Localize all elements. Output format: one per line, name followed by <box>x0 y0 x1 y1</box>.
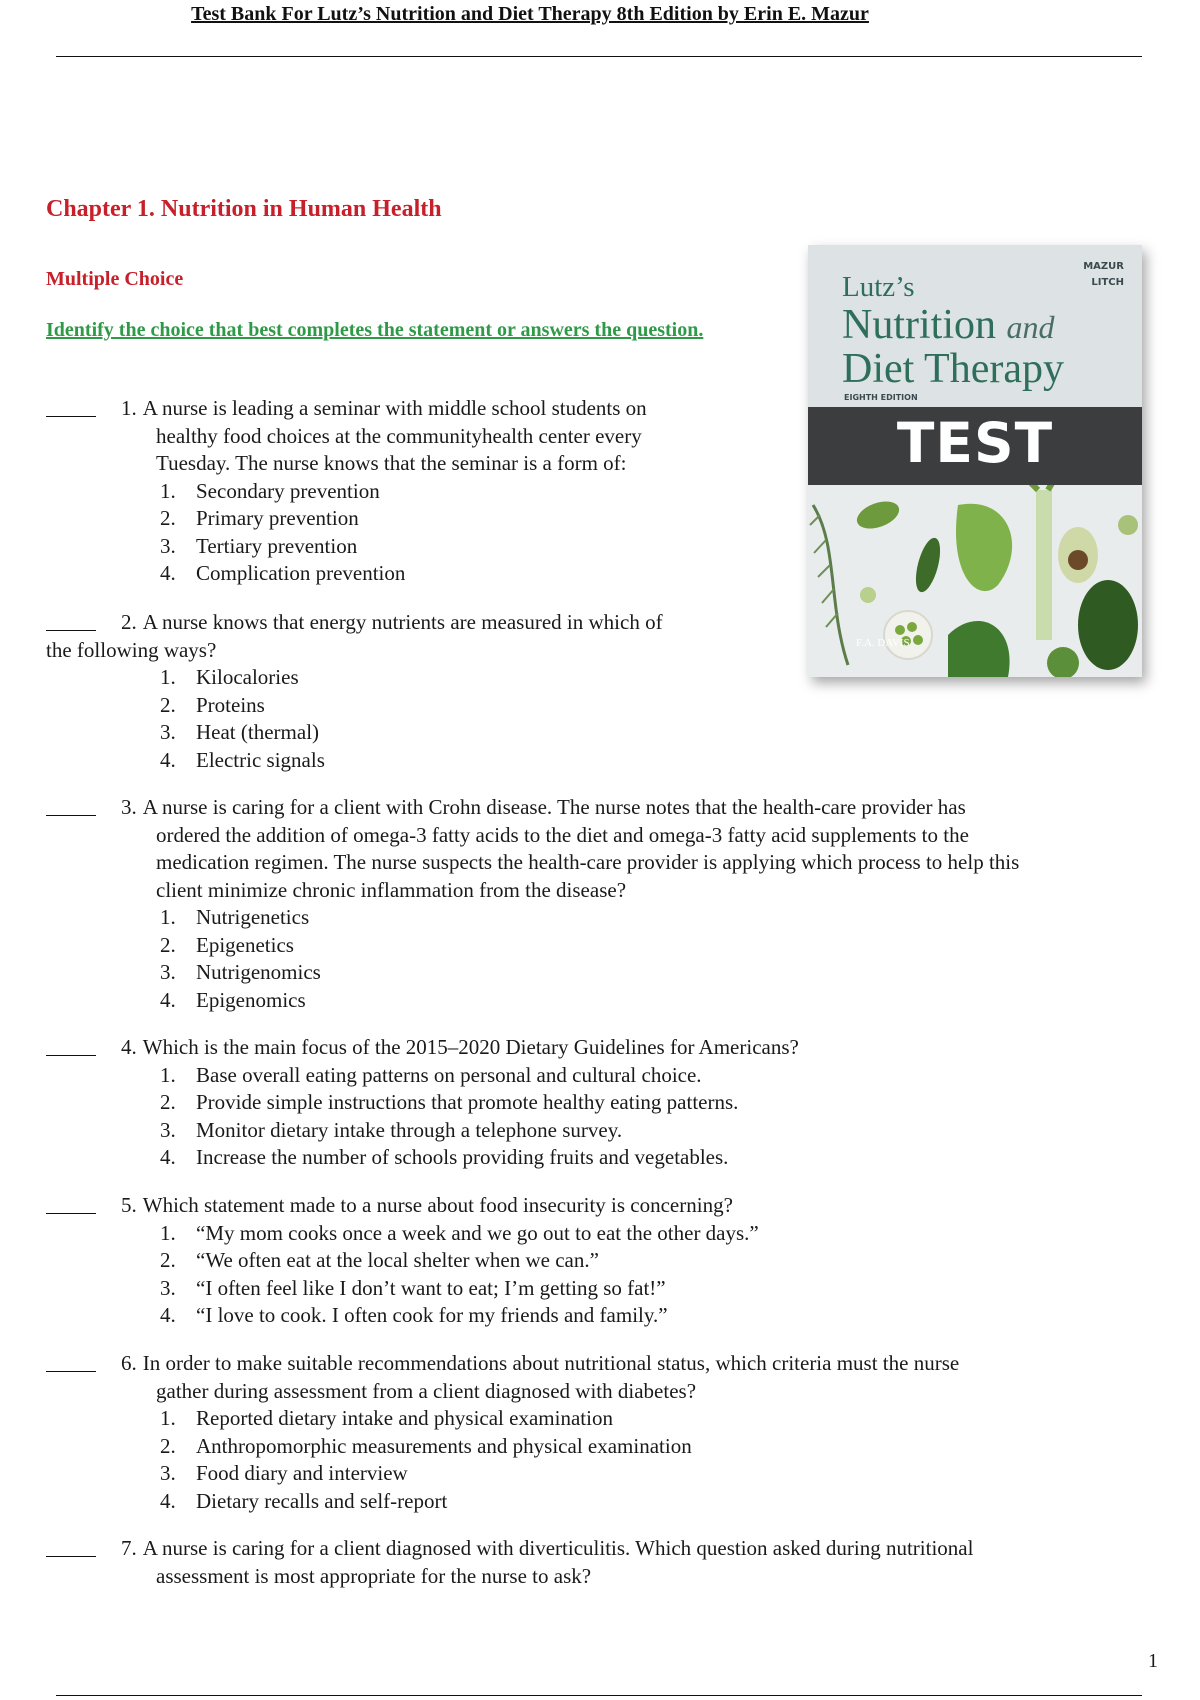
answer-blank[interactable] <box>46 1192 96 1214</box>
question-number: 2. <box>121 610 137 634</box>
option-text: Nutrigenomics <box>196 960 321 984</box>
option-text: Epigenomics <box>196 987 306 1012</box>
option-number: 2. <box>160 506 176 530</box>
cover-title-line2 <box>842 301 1055 349</box>
option-text: Epigenetics <box>196 932 294 957</box>
option-number: 4. <box>160 561 176 585</box>
answer-option <box>46 692 663 720</box>
option-number: 4. <box>160 987 176 1012</box>
question-number: 1. <box>121 396 137 420</box>
answer-option <box>46 1220 759 1248</box>
pea-bowl <box>884 611 932 659</box>
cover-title-and: and <box>1006 309 1055 345</box>
answer-option <box>46 1062 799 1090</box>
answer-option <box>46 664 663 692</box>
cover-title-line1: Lutz’s <box>842 271 915 303</box>
answer-blank[interactable] <box>46 1350 96 1372</box>
answer-option <box>46 1144 799 1172</box>
option-text: Proteins <box>196 692 265 717</box>
option-number: 3. <box>160 1275 176 1300</box>
question-stem-line: A nurse knows that energy nutrients are measured in which of <box>142 610 663 634</box>
answer-option <box>46 904 1019 932</box>
answer-option <box>46 1460 959 1488</box>
question-stem-line: assessment is most appropriate for the nurse to ask? <box>156 1563 592 1588</box>
question-stem-line: gather during assessment from a client diagnosed with diabetes? <box>156 1378 697 1403</box>
option-text: Tertiary prevention <box>196 533 358 558</box>
option-number: 2. <box>160 1248 176 1272</box>
answer-blank[interactable] <box>46 609 96 631</box>
question-stem-line: ordered the addition of omega-3 fatty acids to the diet and omega-3 fatty acid supplements to the <box>156 822 969 847</box>
option-text: Food diary and interview <box>196 1461 408 1485</box>
question-6 <box>46 1350 959 1515</box>
answer-option <box>46 1488 959 1516</box>
question-stem-line: In order to make suitable recommendations about nutritional status, which criteria must the nurse <box>142 1351 960 1375</box>
option-number: 2. <box>160 1090 176 1114</box>
option-text: Nutrigenetics <box>196 905 310 929</box>
answer-option <box>46 533 647 561</box>
chapter-title: Chapter 1. Nutrition in Human Health <box>46 196 442 222</box>
question-3 <box>46 794 1019 1014</box>
answer-options <box>46 1062 799 1172</box>
option-number: 1. <box>160 478 176 503</box>
option-number: 1. <box>160 665 176 689</box>
question-1 <box>46 395 647 588</box>
option-text: Heat (thermal) <box>196 720 320 744</box>
question-stem-line: medication regimen. The nurse suspects the health-care provider is applying which process to help this <box>156 850 1020 874</box>
cover-author: LITCH <box>1091 277 1124 288</box>
pea <box>895 625 905 635</box>
book-cover-image <box>808 245 1142 677</box>
question-stem <box>121 1350 959 1405</box>
question-number: 3. <box>121 795 137 819</box>
question-stem <box>121 1535 973 1590</box>
answer-option <box>46 1089 799 1117</box>
answer-option <box>46 505 647 533</box>
answer-option <box>46 1117 799 1145</box>
option-text: “My mom cooks once a week and we go out to eat the other days.” <box>196 1220 759 1245</box>
option-number: 4. <box>160 1145 176 1169</box>
option-text: Electric signals <box>196 747 325 772</box>
answer-options <box>46 478 647 588</box>
question-stem <box>121 1034 799 1062</box>
pea <box>913 635 923 645</box>
question-number: 4. <box>121 1035 137 1059</box>
question-stem-line: Which statement made to a nurse about food insecurity is concerning? <box>142 1193 733 1217</box>
cover-authors <box>1083 259 1124 291</box>
option-number: 1. <box>160 1062 176 1087</box>
header-rule <box>56 56 1142 57</box>
option-number: 1. <box>160 1220 176 1245</box>
option-text: Secondary prevention <box>196 478 380 503</box>
option-text: Dietary recalls and self-report <box>196 1488 448 1513</box>
answer-blank[interactable] <box>46 1535 96 1557</box>
footer-rule <box>56 1695 1142 1696</box>
option-text: “I love to cook. I often cook for my friends and family.” <box>196 1303 668 1327</box>
answer-options <box>46 904 1019 1014</box>
option-number: 4. <box>160 747 176 772</box>
answer-options <box>46 1220 759 1330</box>
question-stem-line: A nurse is leading a seminar with middle school students on <box>142 396 647 420</box>
answer-blank[interactable] <box>46 395 96 417</box>
question-stem-line: the following ways? <box>46 637 217 662</box>
option-text: Complication prevention <box>196 561 406 585</box>
cover-publisher: F.A. DAVIS <box>856 637 910 649</box>
question-stem <box>46 609 663 664</box>
answer-blank[interactable] <box>46 794 96 816</box>
option-number: 3. <box>160 960 176 984</box>
option-number: 2. <box>160 692 176 717</box>
answer-option <box>46 987 1019 1015</box>
answer-option <box>46 719 663 747</box>
brussels-sprout <box>1118 515 1138 535</box>
answer-option <box>46 747 663 775</box>
instruction-text: Identify the choice that best completes the statement or answers the question. <box>46 319 704 341</box>
test-bank-label: TEST <box>896 411 1054 475</box>
option-text: Provide simple instructions that promote healthy eating patterns. <box>196 1090 739 1114</box>
leek-stalk <box>1036 490 1052 640</box>
option-number: 2. <box>160 1433 176 1458</box>
option-number: 3. <box>160 720 176 744</box>
option-text: Reported dietary intake and physical examination <box>196 1406 613 1430</box>
question-number: 7. <box>121 1536 137 1560</box>
option-text: “We often eat at the local shelter when we can.” <box>196 1248 599 1272</box>
option-number: 1. <box>160 1406 176 1430</box>
option-number: 3. <box>160 1117 176 1142</box>
answer-option <box>46 932 1019 960</box>
answer-option <box>46 1247 759 1275</box>
option-text: “I often feel like I don’t want to eat; I’m getting so fat!” <box>196 1275 666 1300</box>
avocado <box>1078 580 1138 670</box>
question-stem <box>121 395 647 478</box>
question-5 <box>46 1192 759 1330</box>
question-number: 5. <box>121 1193 137 1217</box>
option-number: 4. <box>160 1488 176 1513</box>
cover-title-line3: Diet Therapy <box>842 346 1064 392</box>
cover-title-nutrition: Nutrition <box>842 302 996 348</box>
answer-option <box>46 1302 759 1330</box>
option-number: 3. <box>160 533 176 558</box>
answer-option <box>46 1433 959 1461</box>
answer-options <box>46 1405 959 1515</box>
option-text: Primary prevention <box>196 506 359 530</box>
cover-edition: EIGHTH EDITION <box>844 393 918 402</box>
option-text: Kilocalories <box>196 665 299 689</box>
option-number: 1. <box>160 905 176 929</box>
question-stem-line: Tuesday. The nurse knows that the seminar is a form of: <box>156 451 627 475</box>
option-text: Base overall eating patterns on personal and cultural choice. <box>196 1062 702 1087</box>
cover-author: MAZUR <box>1083 261 1124 272</box>
answer-option <box>46 1405 959 1433</box>
question-stem-line: A nurse is caring for a client diagnosed with diverticulitis. Which question asked during nutritional <box>142 1536 974 1560</box>
question-stem-line: Which is the main focus of the 2015–2020 Dietary Guidelines for Americans? <box>142 1035 799 1059</box>
question-stem-line: client minimize chronic inflammation from the disease? <box>156 877 627 902</box>
question-2 <box>46 609 663 774</box>
answer-option <box>46 560 647 588</box>
option-text: Anthropomorphic measurements and physical examination <box>196 1433 692 1458</box>
document-header-title: Test Bank For Lutz’s Nutrition and Diet Therapy 8th Edition by Erin E. Mazur <box>191 3 869 25</box>
avocado-seed <box>1068 550 1088 570</box>
page-number: 1 <box>1148 1650 1158 1672</box>
option-number: 3. <box>160 1461 176 1485</box>
answer-options <box>46 664 663 774</box>
answer-option <box>46 959 1019 987</box>
answer-option <box>46 1275 759 1303</box>
question-4 <box>46 1034 799 1172</box>
option-number: 2. <box>160 932 176 957</box>
question-number: 6. <box>121 1351 137 1375</box>
question-stem <box>121 1192 759 1220</box>
option-number: 4. <box>160 1303 176 1327</box>
section-title: Multiple Choice <box>46 268 184 290</box>
question-stem <box>121 794 1019 904</box>
question-stem-line: healthy food choices at the communityhealth center every <box>156 423 642 448</box>
answer-blank[interactable] <box>46 1034 96 1056</box>
answer-option <box>46 478 647 506</box>
option-text: Increase the number of schools providing fruits and vegetables. <box>196 1145 729 1169</box>
pea <box>907 622 917 632</box>
option-text: Monitor dietary intake through a telephone survey. <box>196 1117 623 1142</box>
small-pea <box>860 587 876 603</box>
question-stem-line: A nurse is caring for a client with Crohn disease. The nurse notes that the health-care provider has <box>142 795 966 819</box>
question-7 <box>46 1535 973 1590</box>
